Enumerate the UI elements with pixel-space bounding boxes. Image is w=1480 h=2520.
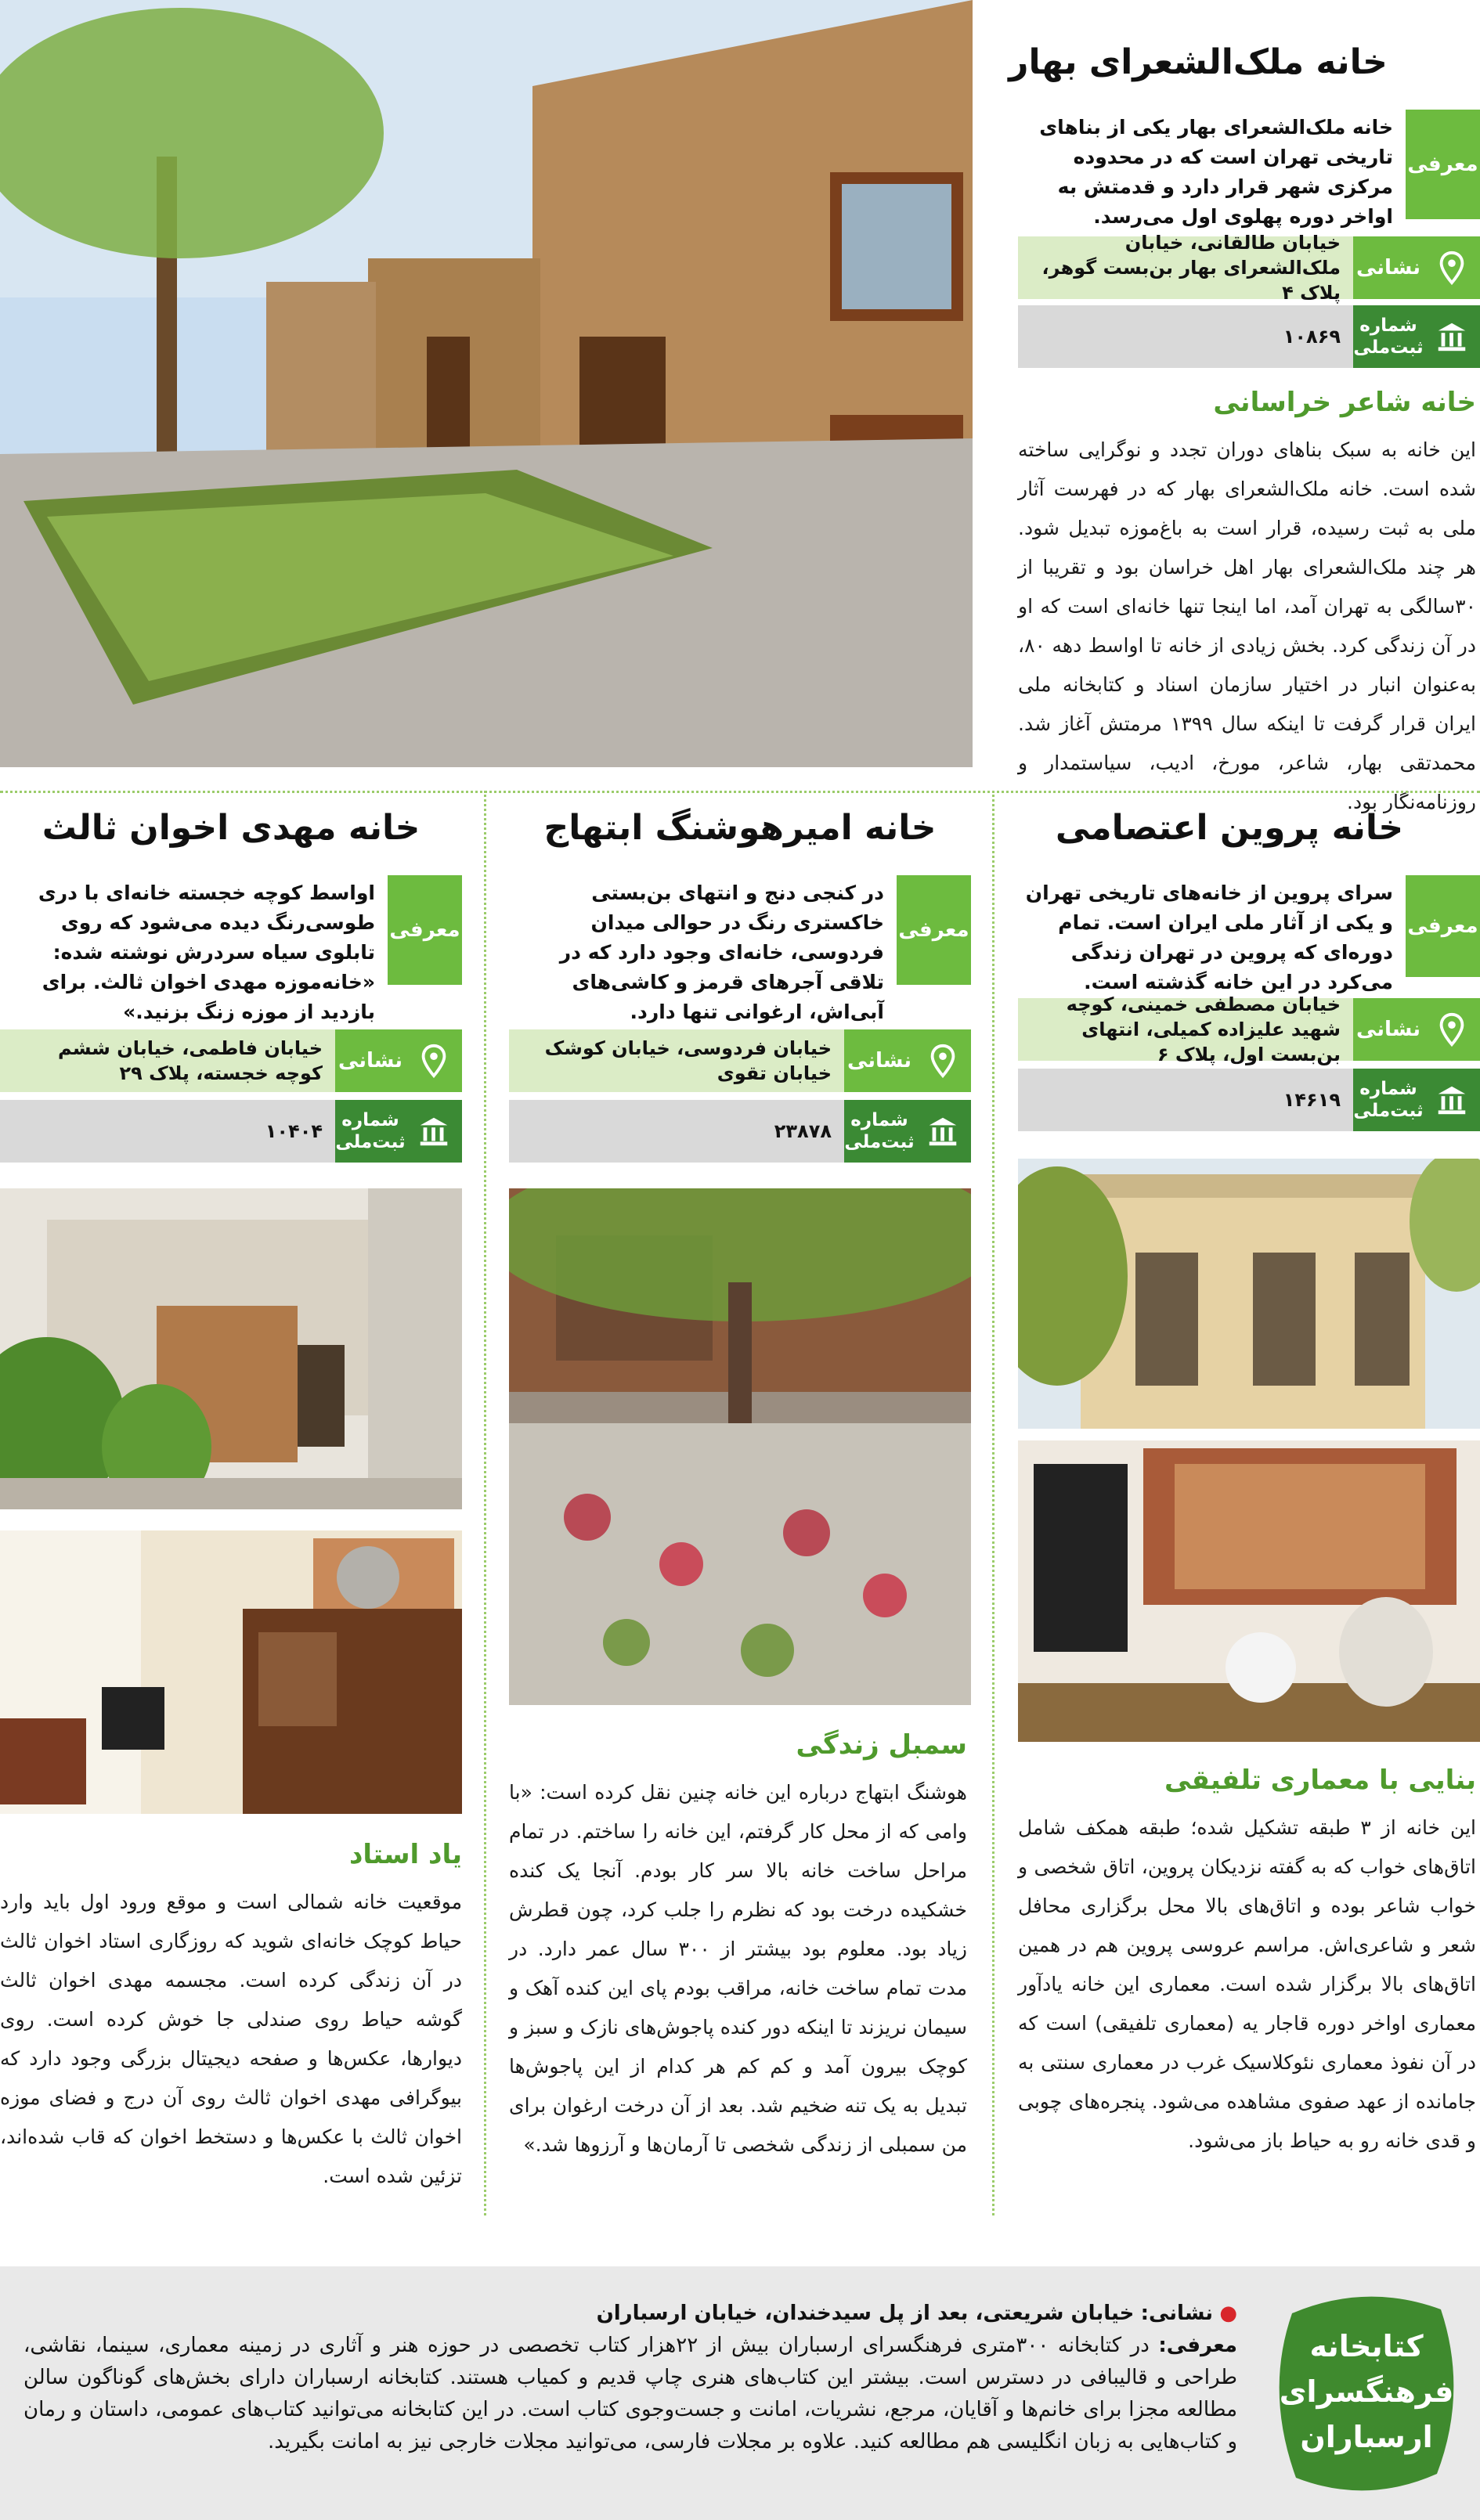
ebtehaj-intro-text: در کنجی دنج و انتهای بن‌بستی خاکستری رنگ در حوالی میدان فردوسی، خانه‌ای وجود دارد که در تلاقی آجرهای قرمز و کاشی‌های آبی‌اش، ارغوانی تنها دارد. bbox=[559, 881, 884, 1023]
ebtehaj-intro-row bbox=[509, 875, 971, 1023]
badge-line: ارسباران bbox=[1300, 2420, 1433, 2454]
parvin-intro-text: سرای پروین از خانه‌های تاریخی تهران و یکی از آثار ملی ایران است. تمام دوره‌ای که پروین در تهران زندگی می‌کرد در این خانه گذشته است. bbox=[1025, 881, 1393, 993]
intro-label: معرفی bbox=[897, 875, 971, 985]
akhavan-title: خانه مهدی اخوان ثالث bbox=[42, 808, 421, 848]
footer-intro-label: معرفی: bbox=[1158, 2334, 1238, 2357]
parvin-address-row bbox=[1018, 993, 1480, 1065]
bahar-house-photo bbox=[0, 0, 973, 767]
bahar-reg-number: ۱۰۸۶۹ bbox=[1283, 326, 1341, 348]
akhavan-yard-photo bbox=[0, 1188, 462, 1509]
monument-icon bbox=[1424, 305, 1480, 368]
parvin-intro-row bbox=[1018, 875, 1480, 993]
intro-label: معرفی bbox=[1406, 110, 1480, 219]
akhavan-intro-text: اواسط کوچه خجسته خانه‌ای با دری طوسی‌رنگ دیده می‌شود که روی تابلوی سیاه سردرش نوشته شده: «خانه‌موزه مهدی اخوان ثالث. برای بازدید از موزه زنگ بزنید.» bbox=[38, 881, 375, 1023]
address-label: نشانی bbox=[335, 1029, 406, 1092]
bahar-subheading: خانه شاعر خراسانی bbox=[1213, 387, 1476, 418]
ebtehaj-body: هوشنگ ابتهاج درباره این خانه چنین نقل کرده است: «با وامی که از محل کار گرفتم، این خانه را ساختم. در تمام مراحل ساخت خانه بالا سر کار بودم. آنجا یک کنده خشکیده درخت بود که نظرم را جلب کرد، چون قطرش زیاد بود. معلوم بود بیشتر از ۳۰۰ سال عمر دارد. در مدت تمام ساخت خانه، مراقب بودم پای این کنده آهک و سیمان نریزند تا اینکه دور کنده پاجوش‌های نازک و سبز و کوچک بیرون آمد و کم کم هر کدام از این پاجوش‌ها تبدیل به یک تنه ضخیم شد. بعد از آن درخت ارغوان برای من سمبلی از زندگی شخصی تا آرمان‌ها و آرزوها شد.» bbox=[509, 1781, 967, 2156]
parvin-house-photo bbox=[1018, 1159, 1480, 1429]
library-badge bbox=[1269, 2282, 1464, 2501]
address-label: نشانی bbox=[1353, 236, 1424, 299]
footer-intro: در کتابخانه ۳۰۰متری فرهنگسرای ارسباران بیش از ۲۲هزار کتاب تخصصی در حوزه هنر و آثاری در زمینه معماری، سینما، نقاشی، طراحی و قالیبافی در دسترس است. بیشتر این کتاب‌های هنری چاپ قدیم و کمیاب هستند. کتابخانه ارسباران دارای بخش‌های گوناگون سالن مطالعه مجزا برای خانم‌ها و آقایان، مرجع، نشریات، امانت و جست‌وجوی کتاب است. در این کتابخانه می‌توانید کتاب‌های عمومی، داستان و رمان و کتاب‌هایی به زبان انگلیسی هم مطالعه کنید. علاوه بر مجلات فارسی، می‌توانید مجلات خارجی نیز به امانت بگیرید. bbox=[23, 2334, 1237, 2453]
footer-address-line bbox=[23, 2298, 1237, 2330]
akhavan-reg-number: ۱۰۴۰۴ bbox=[265, 1120, 323, 1142]
akhavan-intro-row bbox=[0, 875, 462, 1023]
footer-intro-line bbox=[23, 2330, 1237, 2458]
location-pin-icon bbox=[1424, 236, 1480, 299]
address-label: نشانی bbox=[844, 1029, 915, 1092]
bahar-title: خانه ملک‌الشعرای بهار bbox=[1009, 42, 1388, 82]
bahar-reg-row bbox=[1018, 305, 1480, 368]
bahar-address-row bbox=[1018, 232, 1480, 304]
monument-icon bbox=[406, 1100, 462, 1163]
monument-icon bbox=[1424, 1069, 1480, 1131]
location-pin-icon bbox=[1424, 998, 1480, 1061]
reg-label: شماره ثبت‌ملی bbox=[1353, 1069, 1424, 1131]
parvin-interior-photo bbox=[1018, 1440, 1480, 1742]
location-pin-icon bbox=[406, 1029, 462, 1092]
ebtehaj-subheading: سمبل زندگی bbox=[796, 1729, 967, 1761]
monument-icon bbox=[915, 1100, 971, 1163]
akhavan-interior-photo bbox=[0, 1530, 462, 1814]
parvin-reg-row bbox=[1018, 1069, 1480, 1131]
row-separator bbox=[0, 791, 1480, 793]
ebtehaj-reg-row bbox=[509, 1100, 971, 1163]
parvin-subheading: بنایی با معماری تلفیقی bbox=[1164, 1765, 1476, 1796]
ebtehaj-address-text: خیابان فردوسی، خیابان کوشک خیابان تقوی bbox=[544, 1037, 832, 1084]
reg-label: شماره ثبت‌ملی bbox=[1353, 305, 1424, 368]
badge-line: کتابخانه bbox=[1309, 2329, 1424, 2363]
footer-address-label: نشانی: bbox=[1140, 2302, 1214, 2325]
ebtehaj-title: خانه امیرهوشنگ ابتهاج bbox=[543, 808, 937, 848]
bahar-address-text: خیابان طالقانی، خیابان ملک‌الشعرای بهار بن‌بست گوهر، پلاک ۴ bbox=[1041, 232, 1341, 304]
footer-section bbox=[0, 2266, 1480, 2520]
intro-label: معرفی bbox=[1406, 875, 1480, 977]
akhavan-address-row bbox=[0, 1029, 462, 1092]
parvin-body: این خانه از ۳ طبقه تشکیل شده؛ طبقه همکف شامل اتاق‌های خواب که به گفته نزدیکان پروین، اتاق شخصی و خواب شاعر بوده و اتاق‌های بالا محل برگزاری محافل شعر و شاعری‌اش. مراسم عروسی پروین هم در همین اتاق‌های بالا برگزار شده است. معماری این خانه یادآور معماری اواخر دوره قاجار یه (معماری تلفیقی) است که در آن نفوذ معماری نئوکلاسیک غرب در معماری سنتی به جامانده از عهد صفوی مشاهده می‌شود. پنجره‌های چوبی و قدی خانه رو به حیاط باز می‌شود. bbox=[1018, 1816, 1476, 2152]
parvin-title: خانه پروین اعتصامی bbox=[1055, 808, 1404, 848]
column-separator bbox=[484, 791, 486, 2215]
ebtehaj-address-row bbox=[509, 1029, 971, 1092]
intro-label: معرفی bbox=[388, 875, 462, 985]
akhavan-reg-row bbox=[0, 1100, 462, 1163]
parvin-address-text: خیابان مصطفی خمینی، کوچه شهید علیزاده کمیلی، انتهای بن‌بست اول، پلاک ۶ bbox=[1066, 993, 1341, 1065]
akhavan-address-text: خیابان فاطمی، خیابان ششم کوچه خجسته، پلاک ۲۹ bbox=[58, 1037, 323, 1084]
akhavan-body: موقعیت خانه شمالی است و موقع ورود اول باید وارد حیاط کوچک خانه‌ای شوید که روزگاری استاد اخوان ثالث در آن زندگی کرده است. مجسمه مهدی اخوان ثالث گوشه حیاط روی صندلی جا خوش کرده است. روی دیوارها، عکس‌ها و صفحه دیجیتال بزرگی وجود دارد که بیوگرافی مهدی اخوان ثالث روی آن درج و فضای موزه اخوان ثالث با عکس‌ها و دستخط اخوان که قاب شده‌اند، تزئین شده است. bbox=[0, 1891, 462, 2187]
address-label: نشانی bbox=[1353, 998, 1424, 1061]
location-pin-icon bbox=[915, 1029, 971, 1092]
reg-label: شماره ثبت‌ملی bbox=[335, 1100, 406, 1163]
badge-line: فرهنگسرای bbox=[1279, 2374, 1454, 2409]
bahar-intro-row bbox=[1018, 110, 1480, 228]
bullet-icon: ● bbox=[1219, 2302, 1237, 2325]
bahar-intro-text: خانه ملک‌الشعرای بهار یکی از بناهای تاریخی تهران است که در محدوده مرکزی شهر قرار دارد و قدمتش به اواخر دوره پهلوی اول می‌رسد. bbox=[1039, 116, 1393, 228]
footer-address: خیابان شریعتی، بعد از پل سیدخندان، خیابان ارسباران bbox=[596, 2302, 1135, 2325]
footer-text bbox=[23, 2298, 1237, 2458]
reg-label: شماره ثبت‌ملی bbox=[844, 1100, 915, 1163]
akhavan-subheading: یاد استاد bbox=[348, 1839, 462, 1870]
parvin-reg-number: ۱۴۶۱۹ bbox=[1283, 1089, 1341, 1111]
ebtehaj-reg-number: ۲۳۸۷۸ bbox=[774, 1120, 832, 1142]
column-separator bbox=[992, 791, 994, 2215]
bahar-body: این خانه به سبک بناهای دوران تجدد و نوگرایی ساخته شده است. خانه ملک‌الشعرای بهار که در فهرست آثار ملی به ثبت رسیده، قرار است به باغ‌موزه تبدیل شود. هر چند ملک‌الشعرای بهار اهل خراسان بود و تقریبا از ۳۰سالگی به تهران آمد، اما اینجا تنها خانه‌ای است که او در آن زندگی کرد. بخش زیادی از خانه تا اواسط دهه ۸۰، به‌عنوان انبار در اختیار سازمان اسناد و کتابخانه ملی ایران قرار گرفت تا اینکه سال ۱۳۹۹ مرمتش آغاز شد. محمدتقی بهار، شاعر، مورخ، ادیب، سیاستمدار و روزنامه‌نگار بود. bbox=[1018, 438, 1476, 813]
ebtehaj-courtyard-photo bbox=[509, 1188, 971, 1705]
